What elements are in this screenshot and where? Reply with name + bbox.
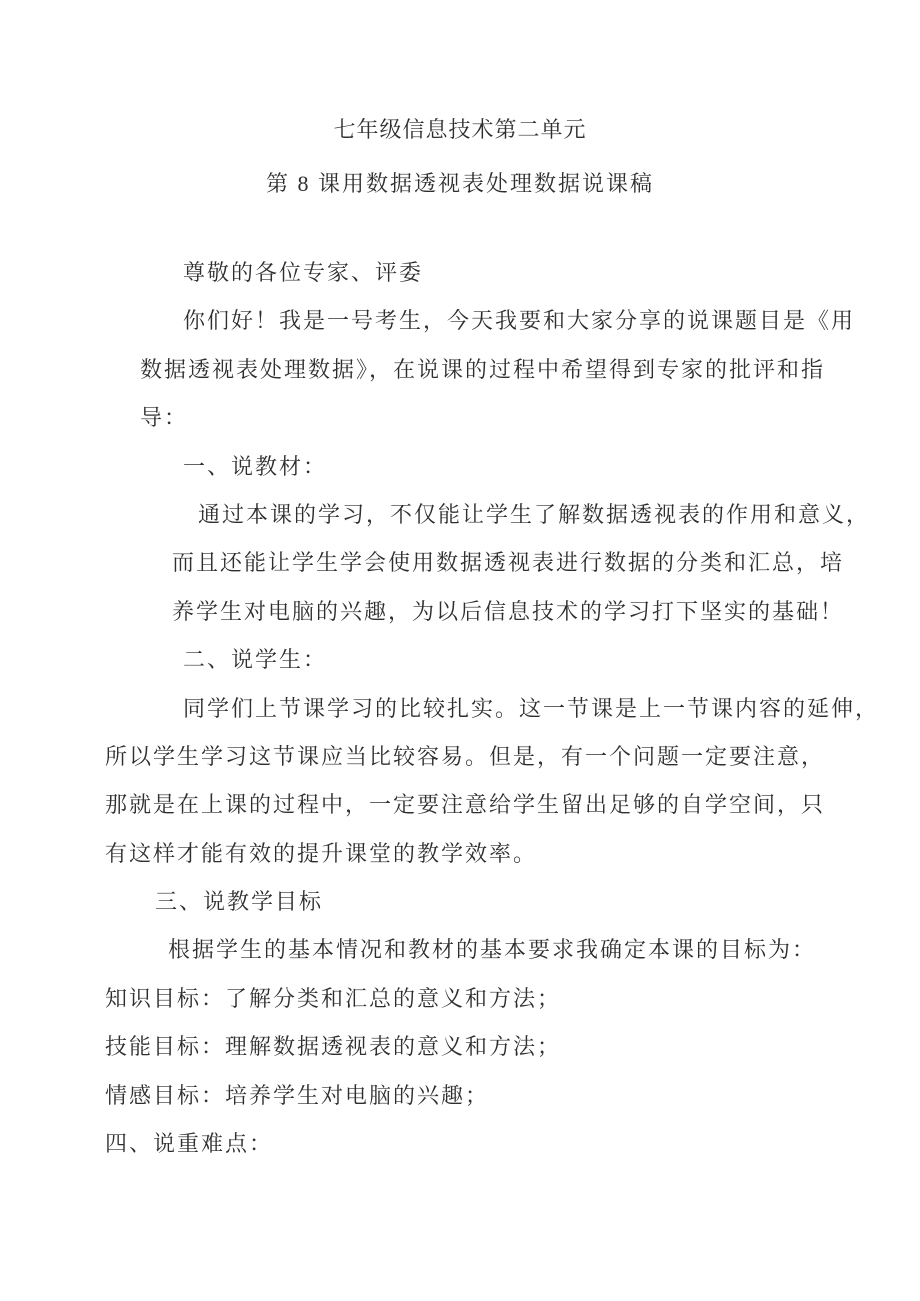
document-title: 七年级信息技术第二单元 <box>333 117 587 142</box>
text-line: 导： <box>140 405 189 431</box>
text-line: 你们好！我是一号考生，今天我要和大家分享的说课题目是《用 <box>183 308 856 334</box>
text-line: 技能目标：理解数据透视表的意义和方法； <box>105 1034 562 1060</box>
text-line: 四、说重难点： <box>105 1131 274 1157</box>
text-line: 二、说学生： <box>183 647 328 673</box>
text-line: 同学们上节课学习的比较扎实。这一节课是上一节课内容的延伸， <box>183 695 880 721</box>
text-line: 根据学生的基本情况和教材的基本要求我确定本课的目标为： <box>168 937 817 963</box>
text-line: 而且还能让学生学会使用数据透视表进行数据的分类和汇总，培 <box>172 550 845 576</box>
text-line: 知识目标：了解分类和汇总的意义和方法； <box>105 985 562 1011</box>
text-line: 所以学生学习这节课应当比较容易。但是，有一个问题一定要注意， <box>105 743 826 769</box>
text-line: 情感目标：培养学生对电脑的兴趣； <box>105 1082 490 1108</box>
text-line: 有这样才能有效的提升课堂的教学效率。 <box>105 840 538 866</box>
text-line: 三、说教学目标 <box>155 889 324 915</box>
text-line: 那就是在上课的过程中，一定要注意给学生留出足够的自学空间，只 <box>105 792 826 818</box>
text-line: 养学生对电脑的兴趣，为以后信息技术的学习打下坚实的基础！ <box>172 598 845 624</box>
text-line: 一、说教材： <box>183 453 328 479</box>
text-line: 通过本课的学习，不仅能让学生了解数据透视表的作用和意义， <box>198 501 871 527</box>
document-subtitle: 第 8 课用数据透视表处理数据说课稿 <box>265 171 654 196</box>
text-line: 数据透视表处理数据》，在说课的过程中希望得到专家的批评和指 <box>140 356 826 382</box>
document-body <box>0 249 920 1168</box>
text-line: 尊敬的各位专家、评委 <box>183 260 424 285</box>
